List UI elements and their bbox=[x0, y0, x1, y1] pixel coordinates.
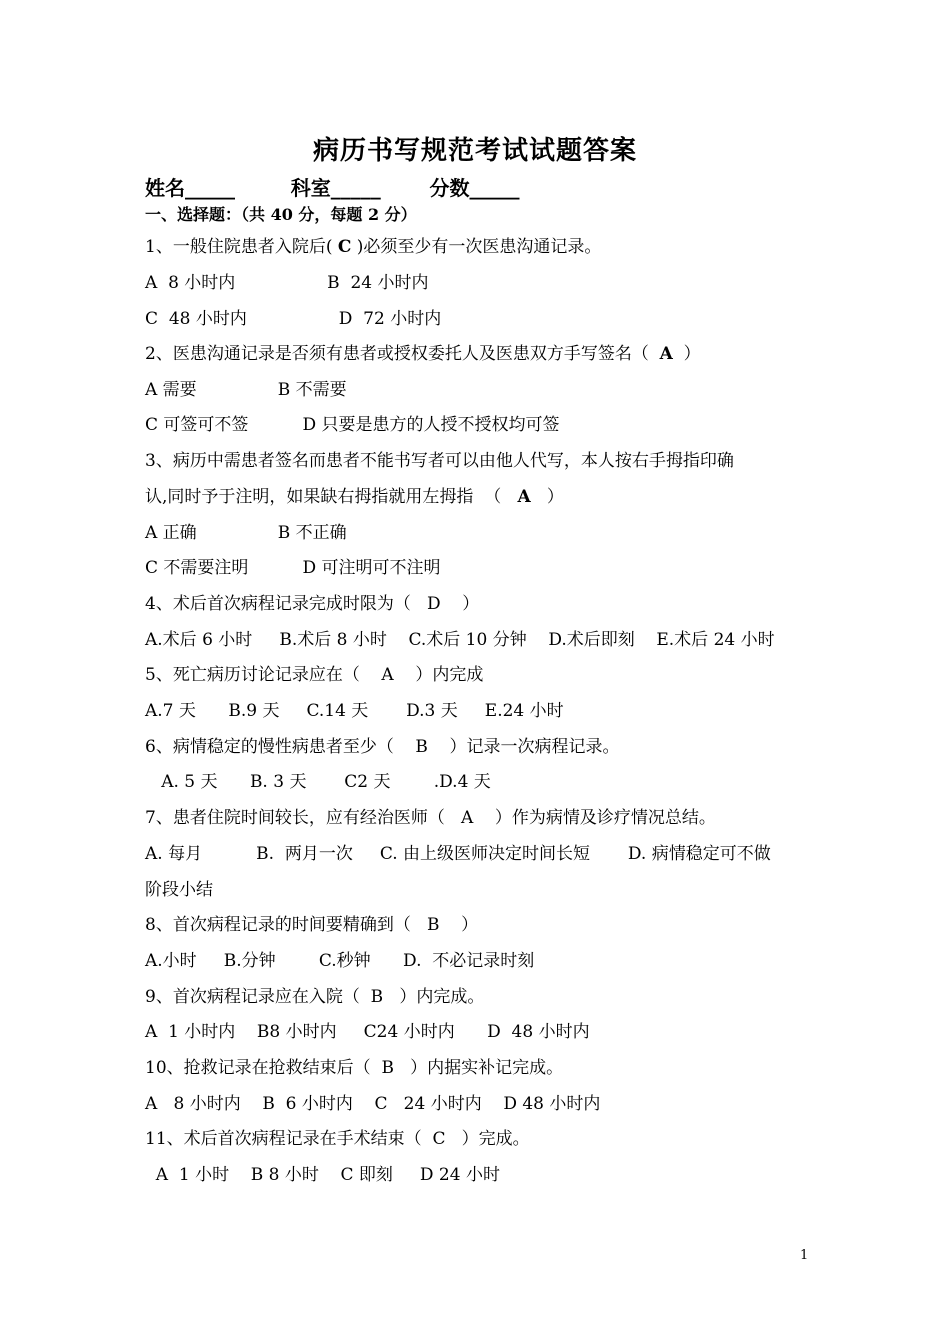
question-line: 5、死亡病历讨论记录应在（ A ）内完成 bbox=[145, 665, 484, 685]
page-number: 1 bbox=[800, 1248, 809, 1263]
section-heading: 一、选择题：（共 40 分，每题 2 分） bbox=[145, 205, 417, 224]
option-line: A.7 天 B.9 天 C.14 天 D.3 天 E.24 小时 bbox=[145, 701, 564, 721]
option-line: 阶段小结 bbox=[145, 880, 213, 900]
option-line: A 8 小时内 B 6 小时内 C 24 小时内 D 48 小时内 bbox=[145, 1094, 601, 1114]
question-line: 6、病情稳定的慢性病患者至少（ B ）记录一次病程记录。 bbox=[145, 737, 620, 757]
option-line: A 8 小时内 B 24 小时内 bbox=[145, 273, 429, 293]
question-line: 11、术后首次病程记录在手术结束（ C ）完成。 bbox=[145, 1129, 530, 1149]
option-line: A 1 小时内 B8 小时内 C24 小时内 D 48 小时内 bbox=[145, 1022, 590, 1042]
question-line: 10、抢救记录在抢救结束后（ B ）内据实补记完成。 bbox=[145, 1058, 564, 1078]
question-line: 1、一般住院患者入院后( C )必须至少有一次医患沟通记录。 bbox=[145, 237, 602, 257]
question-line: 认,同时予于注明，如果缺右拇指就用左拇指 （ A ） bbox=[145, 487, 564, 507]
question-line: 3、病历中需患者签名而患者不能书写者可以由他人代写，本人按右手拇指印确 bbox=[145, 451, 734, 471]
option-line: A.术后 6 小时 B.术后 8 小时 C.术后 10 分钟 D.术后即刻 E.术后 24 小时 bbox=[145, 630, 775, 650]
question-line: 4、术后首次病程记录完成时限为（ D ） bbox=[145, 594, 480, 614]
option-line: C 48 小时内 D 72 小时内 bbox=[145, 309, 442, 329]
option-line: A 正确 B 不正确 bbox=[145, 523, 347, 543]
name-department-score-line: 姓名_____ 科室_____ 分数_____ bbox=[145, 176, 520, 200]
option-line: A. 每月 B. 两月一次 C. 由上级医师决定时间长短 D. 病情稳定可不做 bbox=[145, 844, 771, 864]
option-line: C 不需要注明 D 可注明可不注明 bbox=[145, 558, 441, 578]
option-line: A 需要 B 不需要 bbox=[145, 380, 347, 400]
document-title: 病历书写规范考试试题答案 bbox=[312, 136, 637, 166]
option-line: A 1 小时 B 8 小时 C 即刻 D 24 小时 bbox=[145, 1165, 500, 1185]
question-line: 8、首次病程记录的时间要精确到（ B ） bbox=[145, 915, 479, 935]
question-line: 9、首次病程记录应在入院（ B ）内完成。 bbox=[145, 987, 485, 1007]
question-line: 2、医患沟通记录是否须有患者或授权委托人及医患双方手写签名（ A ） bbox=[145, 344, 701, 364]
option-line: C 可签可不签 D 只要是患方的人授不授权均可签 bbox=[145, 415, 560, 435]
question-line: 7、患者住院时间较长，应有经治医师（ A ）作为病情及诊疗情况总结。 bbox=[145, 808, 716, 828]
option-line: A.小时 B.分钟 C.秒钟 D. 不必记录时刻 bbox=[145, 951, 535, 971]
option-line: A. 5 天 B. 3 天 C2 天 .D.4 天 bbox=[145, 772, 491, 792]
